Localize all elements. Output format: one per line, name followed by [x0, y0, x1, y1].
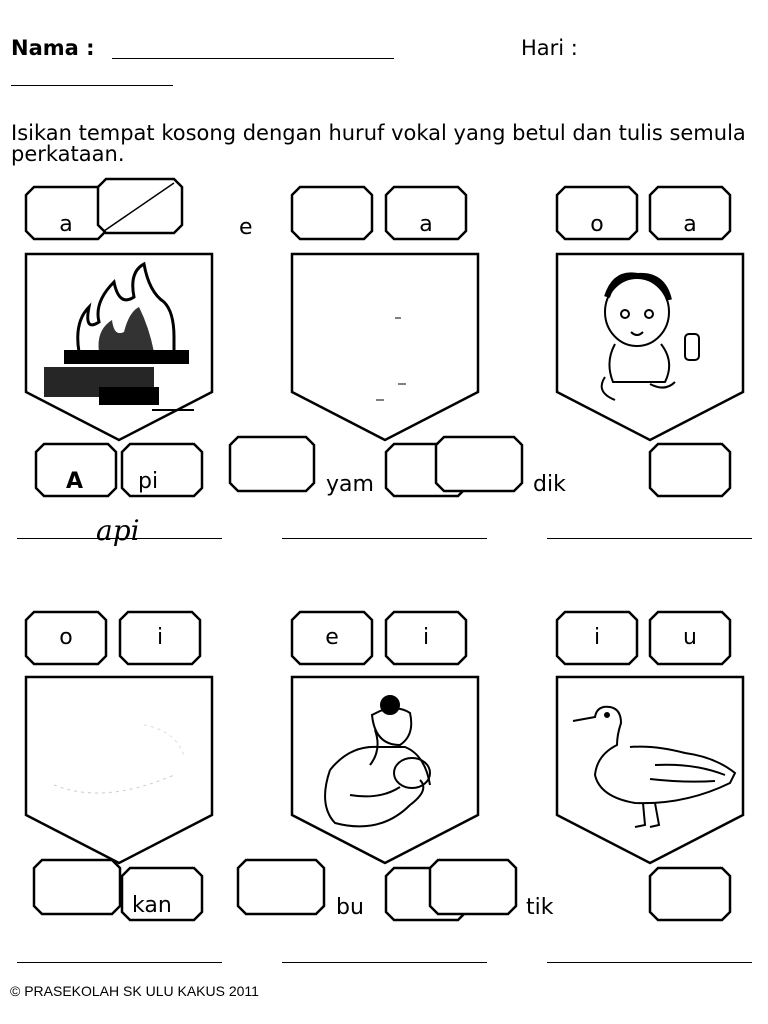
vowel-box[interactable] [555, 185, 639, 239]
answer-box[interactable] [228, 435, 316, 489]
word-suffix: kan [132, 893, 172, 918]
write-line[interactable] [547, 962, 752, 963]
vowel-box[interactable] [384, 185, 468, 239]
answer-box[interactable] [428, 858, 518, 912]
handwritten-answer: api [96, 514, 140, 547]
answer-box[interactable] [648, 442, 732, 496]
write-line[interactable] [547, 538, 752, 539]
vowel-box[interactable] [118, 610, 202, 664]
vowel-letter: e [325, 625, 339, 650]
vowel-box[interactable] [290, 185, 374, 239]
vowel-letter: i [422, 625, 430, 650]
vowel-letter: u [683, 625, 697, 650]
answer-box[interactable] [32, 858, 122, 912]
answer-box[interactable] [120, 442, 204, 496]
vowel-box-crossed[interactable] [96, 177, 180, 231]
answer-box[interactable] [120, 866, 204, 920]
vowel-letter: o [590, 212, 604, 237]
vowel-letter: o [59, 625, 73, 650]
answer-box[interactable] [34, 442, 118, 496]
vowel-letter: i [156, 625, 164, 650]
word-suffix: yam [326, 472, 374, 497]
picture-shield [290, 675, 480, 867]
answer-letter: A [66, 469, 84, 494]
write-line[interactable] [17, 962, 222, 963]
vowel-box[interactable] [648, 610, 732, 664]
answer-box[interactable] [434, 435, 524, 489]
vowel-letter: a [59, 212, 73, 237]
write-line[interactable] [282, 538, 487, 539]
vowel-letter: e [239, 215, 253, 240]
answer-box[interactable] [236, 858, 326, 912]
picture-shield [24, 675, 214, 867]
name-field-line[interactable] [112, 58, 394, 59]
footer-copyright: © PRASEKOLAH SK ULU KAKUS 2011 [10, 983, 259, 999]
write-line[interactable] [17, 538, 222, 539]
vowel-letter: i [593, 625, 601, 650]
word-suffix: dik [533, 472, 566, 497]
write-line[interactable] [282, 962, 487, 963]
word-suffix: pi [138, 469, 159, 494]
picture-shield [290, 252, 480, 444]
vowel-box[interactable] [24, 610, 108, 664]
picture-shield [24, 252, 214, 444]
vowel-box[interactable] [384, 610, 468, 664]
word-suffix: bu [336, 895, 364, 920]
vowel-letter: a [683, 212, 697, 237]
picture-shield [555, 675, 745, 867]
day-label: Hari : [521, 36, 578, 60]
vowel-box[interactable] [648, 185, 732, 239]
picture-shield [555, 252, 745, 444]
word-suffix: tik [526, 895, 554, 920]
answer-box[interactable] [648, 866, 732, 920]
day-field-line[interactable] [11, 85, 173, 86]
name-label: Nama : [11, 36, 95, 60]
vowel-letter: a [419, 212, 433, 237]
instruction: Isikan tempat kosong dengan huruf vokal yang betul dan tulis semula perkataan. [11, 121, 746, 166]
vowel-box[interactable] [555, 610, 639, 664]
vowel-box[interactable] [290, 610, 374, 664]
